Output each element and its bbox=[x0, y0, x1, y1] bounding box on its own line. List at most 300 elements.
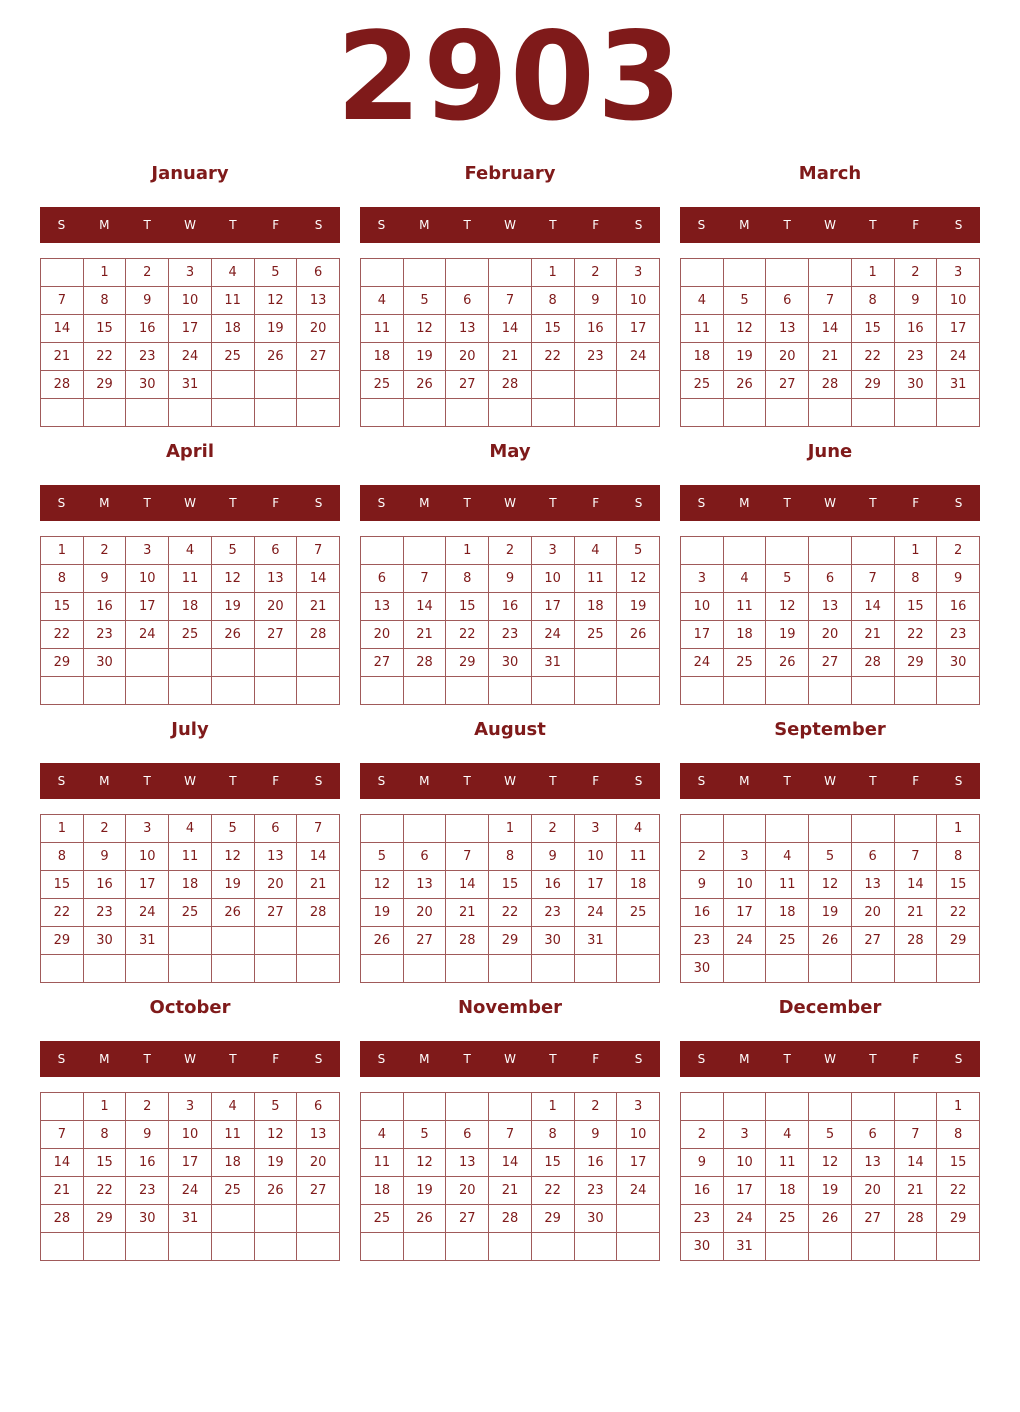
day-cell: 12 bbox=[403, 315, 446, 343]
day-cell: 18 bbox=[361, 343, 404, 371]
day-cell: 26 bbox=[766, 649, 809, 677]
week-row bbox=[681, 287, 980, 315]
day-grid bbox=[360, 814, 660, 983]
weekday-label: T bbox=[229, 496, 237, 510]
day-cell: 22 bbox=[83, 1177, 126, 1205]
day-cell: 12 bbox=[254, 1121, 297, 1149]
day-cell: 27 bbox=[254, 899, 297, 927]
empty-day-cell bbox=[894, 1233, 937, 1261]
day-cell: 22 bbox=[937, 1177, 980, 1205]
day-cell: 10 bbox=[126, 565, 169, 593]
weekday-label: F bbox=[272, 218, 280, 232]
day-cell: 20 bbox=[254, 871, 297, 899]
day-cell: 26 bbox=[361, 927, 404, 955]
day-cell: 8 bbox=[41, 843, 84, 871]
day-cell: 18 bbox=[766, 1177, 809, 1205]
empty-day-cell bbox=[41, 1093, 84, 1121]
week-row bbox=[41, 1205, 340, 1233]
day-cell: 5 bbox=[403, 1121, 446, 1149]
day-cell: 24 bbox=[681, 649, 724, 677]
day-cell: 12 bbox=[254, 287, 297, 315]
weekday-label: S bbox=[57, 218, 66, 232]
weekday-label: W bbox=[824, 1052, 836, 1066]
empty-day-cell bbox=[681, 537, 724, 565]
day-cell: 25 bbox=[169, 899, 212, 927]
day-cell: 26 bbox=[617, 621, 660, 649]
week-row bbox=[681, 371, 980, 399]
day-cell: 30 bbox=[894, 371, 937, 399]
day-cell: 5 bbox=[617, 537, 660, 565]
month-october bbox=[40, 990, 340, 1260]
day-cell: 11 bbox=[723, 593, 766, 621]
day-cell: 9 bbox=[83, 565, 126, 593]
day-cell: 18 bbox=[723, 621, 766, 649]
day-cell: 13 bbox=[809, 593, 852, 621]
week-row bbox=[681, 899, 980, 927]
day-cell: 8 bbox=[41, 565, 84, 593]
day-cell: 16 bbox=[531, 871, 574, 899]
empty-day-cell bbox=[851, 399, 894, 427]
day-cell: 18 bbox=[361, 1177, 404, 1205]
weekday-header bbox=[40, 763, 340, 799]
day-cell: 12 bbox=[723, 315, 766, 343]
week-row bbox=[41, 927, 340, 955]
empty-day-cell bbox=[169, 955, 212, 983]
day-cell: 9 bbox=[681, 871, 724, 899]
day-cell: 7 bbox=[489, 1121, 532, 1149]
empty-day-cell bbox=[297, 927, 340, 955]
week-row bbox=[361, 1121, 660, 1149]
day-cell: 19 bbox=[403, 343, 446, 371]
day-cell: 19 bbox=[211, 871, 254, 899]
empty-day-cell bbox=[617, 927, 660, 955]
day-cell: 16 bbox=[126, 1149, 169, 1177]
weekday-label: T bbox=[229, 774, 237, 788]
day-cell: 27 bbox=[766, 371, 809, 399]
month-january bbox=[40, 156, 340, 426]
empty-day-cell bbox=[681, 815, 724, 843]
day-cell: 11 bbox=[766, 1149, 809, 1177]
day-cell: 15 bbox=[41, 593, 84, 621]
day-cell: 29 bbox=[937, 1205, 980, 1233]
weekday-label: S bbox=[57, 496, 66, 510]
weekday-label: S bbox=[634, 496, 643, 510]
day-cell: 14 bbox=[446, 871, 489, 899]
day-cell: 30 bbox=[574, 1205, 617, 1233]
week-row bbox=[41, 259, 340, 287]
empty-day-cell bbox=[531, 677, 574, 705]
week-row bbox=[361, 1093, 660, 1121]
day-cell: 5 bbox=[723, 287, 766, 315]
day-cell: 16 bbox=[83, 593, 126, 621]
empty-day-cell bbox=[297, 955, 340, 983]
empty-day-cell bbox=[169, 399, 212, 427]
week-row bbox=[41, 593, 340, 621]
day-cell: 23 bbox=[489, 621, 532, 649]
weekday-label: T bbox=[463, 496, 471, 510]
day-grid bbox=[40, 1092, 340, 1261]
week-row bbox=[41, 1121, 340, 1149]
weekday-label: W bbox=[184, 774, 196, 788]
day-cell: 19 bbox=[617, 593, 660, 621]
weekday-label: M bbox=[419, 496, 430, 510]
empty-day-cell bbox=[41, 1233, 84, 1261]
weekday-header bbox=[360, 763, 660, 799]
day-cell: 8 bbox=[489, 843, 532, 871]
day-cell: 25 bbox=[211, 1177, 254, 1205]
day-cell: 19 bbox=[809, 899, 852, 927]
day-cell: 29 bbox=[83, 371, 126, 399]
week-row bbox=[681, 1121, 980, 1149]
day-cell: 14 bbox=[809, 315, 852, 343]
weekday-label: M bbox=[99, 496, 110, 510]
empty-day-cell bbox=[254, 1205, 297, 1233]
weekday-label: T bbox=[869, 1052, 877, 1066]
day-cell: 23 bbox=[574, 343, 617, 371]
day-cell: 24 bbox=[169, 343, 212, 371]
day-cell: 13 bbox=[766, 315, 809, 343]
weekday-label: F bbox=[272, 496, 280, 510]
weekday-label: S bbox=[954, 1052, 963, 1066]
empty-day-cell bbox=[211, 677, 254, 705]
day-cell: 13 bbox=[297, 1121, 340, 1149]
day-cell: 9 bbox=[126, 1121, 169, 1149]
weekday-label: S bbox=[377, 774, 386, 788]
year-title: 2903 bbox=[336, 6, 684, 148]
day-cell: 22 bbox=[41, 899, 84, 927]
day-cell: 13 bbox=[851, 1149, 894, 1177]
month-february bbox=[360, 156, 660, 426]
week-row bbox=[41, 565, 340, 593]
empty-day-cell bbox=[766, 1233, 809, 1261]
empty-day-cell bbox=[809, 1233, 852, 1261]
empty-day-cell bbox=[41, 677, 84, 705]
day-cell: 21 bbox=[297, 871, 340, 899]
month-may bbox=[360, 434, 660, 704]
day-cell: 7 bbox=[851, 565, 894, 593]
day-cell: 31 bbox=[531, 649, 574, 677]
day-cell: 2 bbox=[681, 843, 724, 871]
week-row bbox=[361, 927, 660, 955]
weekday-label: T bbox=[549, 496, 557, 510]
day-cell: 18 bbox=[169, 593, 212, 621]
day-cell: 26 bbox=[403, 1205, 446, 1233]
day-grid bbox=[40, 536, 340, 705]
day-cell: 9 bbox=[489, 565, 532, 593]
day-cell: 20 bbox=[766, 343, 809, 371]
week-row bbox=[361, 1149, 660, 1177]
day-cell: 17 bbox=[574, 871, 617, 899]
day-cell: 13 bbox=[254, 565, 297, 593]
week-row bbox=[41, 955, 340, 983]
weekday-label: T bbox=[869, 496, 877, 510]
empty-day-cell bbox=[489, 955, 532, 983]
day-cell: 9 bbox=[937, 565, 980, 593]
day-cell: 21 bbox=[41, 343, 84, 371]
day-cell: 2 bbox=[574, 1093, 617, 1121]
day-cell: 6 bbox=[297, 1093, 340, 1121]
day-cell: 15 bbox=[937, 1149, 980, 1177]
week-row bbox=[41, 843, 340, 871]
weekday-label: M bbox=[419, 1052, 430, 1066]
day-cell: 16 bbox=[83, 871, 126, 899]
weekday-header bbox=[360, 207, 660, 243]
day-cell: 24 bbox=[126, 899, 169, 927]
weekday-label: T bbox=[783, 774, 791, 788]
day-cell: 10 bbox=[126, 843, 169, 871]
day-cell: 30 bbox=[531, 927, 574, 955]
week-row bbox=[681, 677, 980, 705]
empty-day-cell bbox=[937, 955, 980, 983]
day-cell: 2 bbox=[681, 1121, 724, 1149]
day-cell: 11 bbox=[681, 315, 724, 343]
weekday-label: T bbox=[783, 1052, 791, 1066]
day-cell: 12 bbox=[809, 871, 852, 899]
day-cell: 3 bbox=[126, 537, 169, 565]
day-cell: 20 bbox=[403, 899, 446, 927]
day-cell: 24 bbox=[617, 1177, 660, 1205]
month-name: March bbox=[798, 163, 862, 184]
day-cell: 18 bbox=[574, 593, 617, 621]
day-cell: 28 bbox=[809, 371, 852, 399]
week-row bbox=[361, 399, 660, 427]
month-name: October bbox=[149, 997, 231, 1018]
empty-day-cell bbox=[361, 955, 404, 983]
empty-day-cell bbox=[211, 927, 254, 955]
day-cell: 29 bbox=[531, 1205, 574, 1233]
day-cell: 19 bbox=[723, 343, 766, 371]
day-cell: 28 bbox=[403, 649, 446, 677]
week-row bbox=[41, 1093, 340, 1121]
week-row bbox=[41, 815, 340, 843]
day-cell: 23 bbox=[681, 1205, 724, 1233]
day-cell: 7 bbox=[403, 565, 446, 593]
day-cell: 27 bbox=[851, 927, 894, 955]
day-cell: 3 bbox=[937, 259, 980, 287]
day-cell: 4 bbox=[723, 565, 766, 593]
weekday-label: S bbox=[314, 774, 323, 788]
day-cell: 8 bbox=[531, 1121, 574, 1149]
empty-day-cell bbox=[297, 677, 340, 705]
day-cell: 1 bbox=[894, 537, 937, 565]
day-cell: 13 bbox=[254, 843, 297, 871]
weekday-label: W bbox=[184, 218, 196, 232]
empty-day-cell bbox=[723, 399, 766, 427]
day-cell: 21 bbox=[489, 1177, 532, 1205]
day-cell: 17 bbox=[126, 871, 169, 899]
weekday-label: T bbox=[143, 1052, 151, 1066]
weekday-label: S bbox=[377, 218, 386, 232]
day-cell: 24 bbox=[723, 1205, 766, 1233]
day-cell: 14 bbox=[489, 315, 532, 343]
day-cell: 7 bbox=[446, 843, 489, 871]
day-cell: 6 bbox=[851, 1121, 894, 1149]
month-name: April bbox=[165, 441, 215, 462]
weekday-label: S bbox=[954, 218, 963, 232]
day-cell: 9 bbox=[574, 1121, 617, 1149]
day-cell: 3 bbox=[126, 815, 169, 843]
day-cell: 28 bbox=[894, 1205, 937, 1233]
week-row bbox=[681, 315, 980, 343]
weekday-label: M bbox=[99, 1052, 110, 1066]
empty-day-cell bbox=[851, 1093, 894, 1121]
empty-day-cell bbox=[766, 677, 809, 705]
empty-day-cell bbox=[126, 399, 169, 427]
day-cell: 20 bbox=[809, 621, 852, 649]
day-cell: 13 bbox=[446, 1149, 489, 1177]
day-cell: 5 bbox=[361, 843, 404, 871]
weekday-label: S bbox=[697, 218, 706, 232]
empty-day-cell bbox=[894, 1093, 937, 1121]
day-cell: 11 bbox=[766, 871, 809, 899]
week-row bbox=[681, 621, 980, 649]
day-cell: 7 bbox=[894, 843, 937, 871]
day-cell: 27 bbox=[297, 1177, 340, 1205]
day-cell: 1 bbox=[937, 815, 980, 843]
day-cell: 22 bbox=[531, 343, 574, 371]
week-row bbox=[41, 649, 340, 677]
empty-day-cell bbox=[809, 955, 852, 983]
day-cell: 11 bbox=[361, 1149, 404, 1177]
day-cell: 21 bbox=[297, 593, 340, 621]
month-name: July bbox=[171, 719, 209, 740]
empty-day-cell bbox=[403, 1093, 446, 1121]
day-cell: 25 bbox=[211, 343, 254, 371]
empty-day-cell bbox=[361, 1233, 404, 1261]
weekday-label: S bbox=[634, 218, 643, 232]
day-cell: 5 bbox=[211, 537, 254, 565]
month-december bbox=[680, 990, 980, 1260]
day-cell: 14 bbox=[851, 593, 894, 621]
day-cell: 17 bbox=[169, 315, 212, 343]
weekday-label: W bbox=[824, 496, 836, 510]
day-cell: 18 bbox=[211, 315, 254, 343]
week-row bbox=[361, 343, 660, 371]
day-cell: 10 bbox=[723, 1149, 766, 1177]
empty-day-cell bbox=[211, 1205, 254, 1233]
day-cell: 20 bbox=[851, 1177, 894, 1205]
day-cell: 14 bbox=[894, 1149, 937, 1177]
day-cell: 7 bbox=[894, 1121, 937, 1149]
day-cell: 10 bbox=[169, 287, 212, 315]
empty-day-cell bbox=[489, 677, 532, 705]
day-cell: 31 bbox=[169, 1205, 212, 1233]
day-cell: 7 bbox=[41, 287, 84, 315]
day-cell: 31 bbox=[169, 371, 212, 399]
day-cell: 15 bbox=[83, 315, 126, 343]
day-cell: 17 bbox=[723, 899, 766, 927]
day-cell: 1 bbox=[489, 815, 532, 843]
day-cell: 4 bbox=[766, 1121, 809, 1149]
day-cell: 13 bbox=[446, 315, 489, 343]
day-cell: 14 bbox=[403, 593, 446, 621]
day-cell: 16 bbox=[574, 315, 617, 343]
weekday-label: S bbox=[314, 1052, 323, 1066]
day-cell: 18 bbox=[169, 871, 212, 899]
week-row bbox=[361, 565, 660, 593]
day-cell: 24 bbox=[574, 899, 617, 927]
empty-day-cell bbox=[41, 259, 84, 287]
empty-day-cell bbox=[254, 1233, 297, 1261]
day-cell: 19 bbox=[211, 593, 254, 621]
day-cell: 29 bbox=[894, 649, 937, 677]
day-cell: 9 bbox=[681, 1149, 724, 1177]
empty-day-cell bbox=[446, 815, 489, 843]
week-row bbox=[361, 259, 660, 287]
week-row bbox=[41, 371, 340, 399]
day-cell: 26 bbox=[723, 371, 766, 399]
empty-day-cell bbox=[403, 677, 446, 705]
day-cell: 1 bbox=[446, 537, 489, 565]
weekday-label: F bbox=[912, 774, 920, 788]
empty-day-cell bbox=[361, 259, 404, 287]
day-cell: 3 bbox=[617, 1093, 660, 1121]
day-cell: 2 bbox=[894, 259, 937, 287]
week-row bbox=[361, 287, 660, 315]
week-row bbox=[41, 871, 340, 899]
day-cell: 24 bbox=[617, 343, 660, 371]
day-cell: 9 bbox=[126, 287, 169, 315]
day-cell: 2 bbox=[126, 259, 169, 287]
day-cell: 3 bbox=[169, 1093, 212, 1121]
day-cell: 19 bbox=[766, 621, 809, 649]
day-cell: 1 bbox=[41, 537, 84, 565]
week-row bbox=[361, 1233, 660, 1261]
day-cell: 10 bbox=[723, 871, 766, 899]
day-cell: 6 bbox=[361, 565, 404, 593]
day-cell: 12 bbox=[211, 843, 254, 871]
week-row bbox=[361, 677, 660, 705]
day-cell: 25 bbox=[169, 621, 212, 649]
day-cell: 15 bbox=[446, 593, 489, 621]
day-cell: 1 bbox=[531, 1093, 574, 1121]
empty-day-cell bbox=[531, 399, 574, 427]
day-cell: 20 bbox=[446, 1177, 489, 1205]
day-cell: 1 bbox=[41, 815, 84, 843]
day-cell: 4 bbox=[681, 287, 724, 315]
empty-day-cell bbox=[126, 955, 169, 983]
day-cell: 30 bbox=[681, 955, 724, 983]
day-cell: 29 bbox=[851, 371, 894, 399]
empty-day-cell bbox=[766, 537, 809, 565]
empty-day-cell bbox=[766, 955, 809, 983]
day-cell: 29 bbox=[446, 649, 489, 677]
day-cell: 10 bbox=[937, 287, 980, 315]
empty-day-cell bbox=[41, 955, 84, 983]
day-cell: 29 bbox=[937, 927, 980, 955]
empty-day-cell bbox=[126, 649, 169, 677]
day-cell: 17 bbox=[169, 1149, 212, 1177]
day-cell: 27 bbox=[361, 649, 404, 677]
empty-day-cell bbox=[809, 399, 852, 427]
day-cell: 6 bbox=[297, 259, 340, 287]
day-cell: 14 bbox=[41, 1149, 84, 1177]
day-cell: 9 bbox=[894, 287, 937, 315]
week-row bbox=[361, 899, 660, 927]
empty-day-cell bbox=[403, 1233, 446, 1261]
weekday-label: T bbox=[783, 496, 791, 510]
day-cell: 26 bbox=[254, 1177, 297, 1205]
day-cell: 19 bbox=[254, 1149, 297, 1177]
day-cell: 23 bbox=[126, 1177, 169, 1205]
day-cell: 8 bbox=[894, 565, 937, 593]
weekday-label: S bbox=[954, 774, 963, 788]
day-cell: 5 bbox=[403, 287, 446, 315]
empty-day-cell bbox=[254, 927, 297, 955]
empty-day-cell bbox=[894, 677, 937, 705]
week-row bbox=[681, 259, 980, 287]
day-cell: 15 bbox=[41, 871, 84, 899]
